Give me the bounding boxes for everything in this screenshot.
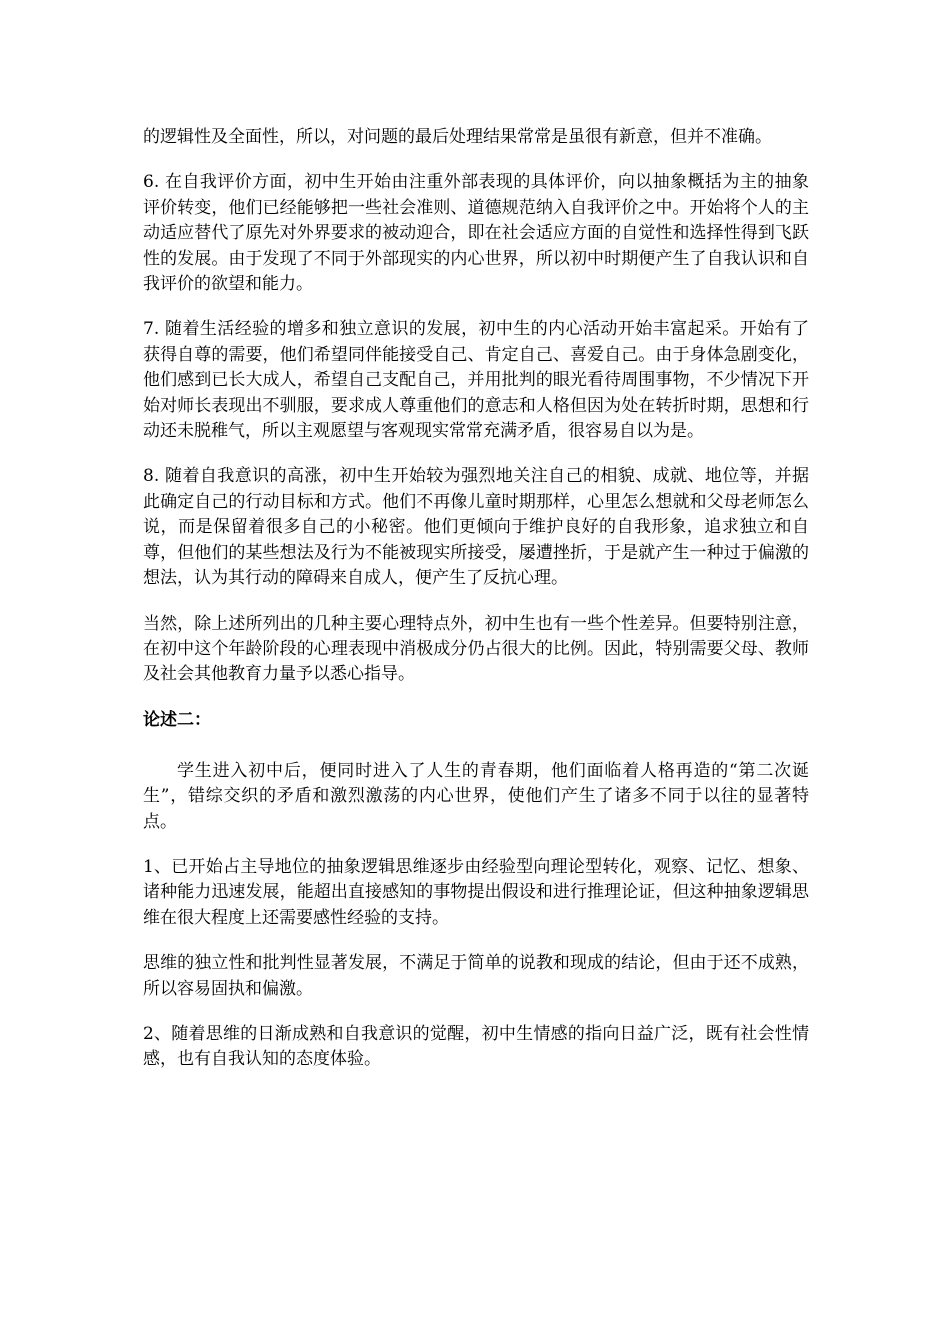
paragraph-continuation: 的逻辑性及全面性，所以，对问题的最后处理结果常常是虽很有新意，但并不准确。 <box>143 127 772 147</box>
section-heading: 论述二： <box>143 709 211 730</box>
paragraph-point-7: 7. 随着生活经验的增多和独立意识的发展，初中生的内心活动开始丰富起采。开始有了获得自尊的需要，他们希望同伴能接受自己、肯定自己、喜爱自己。由于身体急剧变化，他们感到已长大成人，希望自己支配自己，并用批判的眼光看待周围事物，不少情况下开始对师长表现出不驯服，要求成人尊重他们的意志和人格但因为处在转折时期，思想和行动还未脱稚气，所以主观愿望与客观现实常常充满矛盾，很容易自以为是。 <box>143 319 809 442</box>
paragraph-summary: 当然，除上述所列出的几种主要心理特点外，初中生也有一些个性差异。但要特别注意，在初中这个年龄阶段的心理表现中消极成分仍占很大的比例。因此，特别需要父母、教师及社会其他教育力量予以悉心指导。 <box>143 613 809 685</box>
paragraph-point-8: 8. 随着自我意识的高涨，初中生开始较为强烈地关注自己的相貌、成就、地位等，并据此确定自己的行动目标和方式。他们不再像儿童时期那样，心里怎么想就和父母老师怎么说，而是保留着很多自己的小秘密。他们更倾向于维护良好的自我形象，追求独立和自尊，但他们的某些想法及行为不能被现实所接受，屡遭挫折，于是就产生一种过于偏激的想法，认为其行动的障碍来自成人，便产生了反抗心理。 <box>143 466 809 589</box>
document-page <box>143 125 809 1093</box>
paragraph-point-6: 6. 在自我评价方面，初中生开始由注重外部表现的具体评价，向以抽象概括为主的抽象评价转变，他们已经能够把一些社会准则、道德规范纳入自我评价之中。开始将个人的主动适应替代了原先对外界要求的被动迎合，即在社会适应方面的自觉性和选择性得到飞跃性的发展。由于发现了不同于外部现实的内心世界，所以初中时期便产生了自我认识和自我评价的欲望和能力。 <box>143 172 809 295</box>
paragraph-point-1: 1、已开始占主导地位的抽象逻辑思维逐步由经验型向理论型转化，观察、记忆、想象、诸种能力迅速发展，能超出直接感知的事物提出假设和进行推理论证，但这种抽象逻辑思维在很大程度上还需要感性经验的支持。 <box>143 856 809 928</box>
paragraph-point-2: 2、随着思维的日渐成熟和自我意识的觉醒，初中生情感的指向日益广泛，既有社会性情感，也有自我认知的态度体验。 <box>143 1023 809 1070</box>
paragraph-thinking: 思维的独立性和批判性显著发展，不满足于简单的说教和现成的结论，但由于还不成熟，所以容易固执和偏激。 <box>143 953 809 999</box>
paragraph-intro: 学生进入初中后，便同时进入了人生的青春期，他们面临着人格再造的“第二次诞生”，错综交织的矛盾和激烈激荡的内心世界，使他们产生了诸多不同于以往的显著特点。 <box>143 760 809 832</box>
